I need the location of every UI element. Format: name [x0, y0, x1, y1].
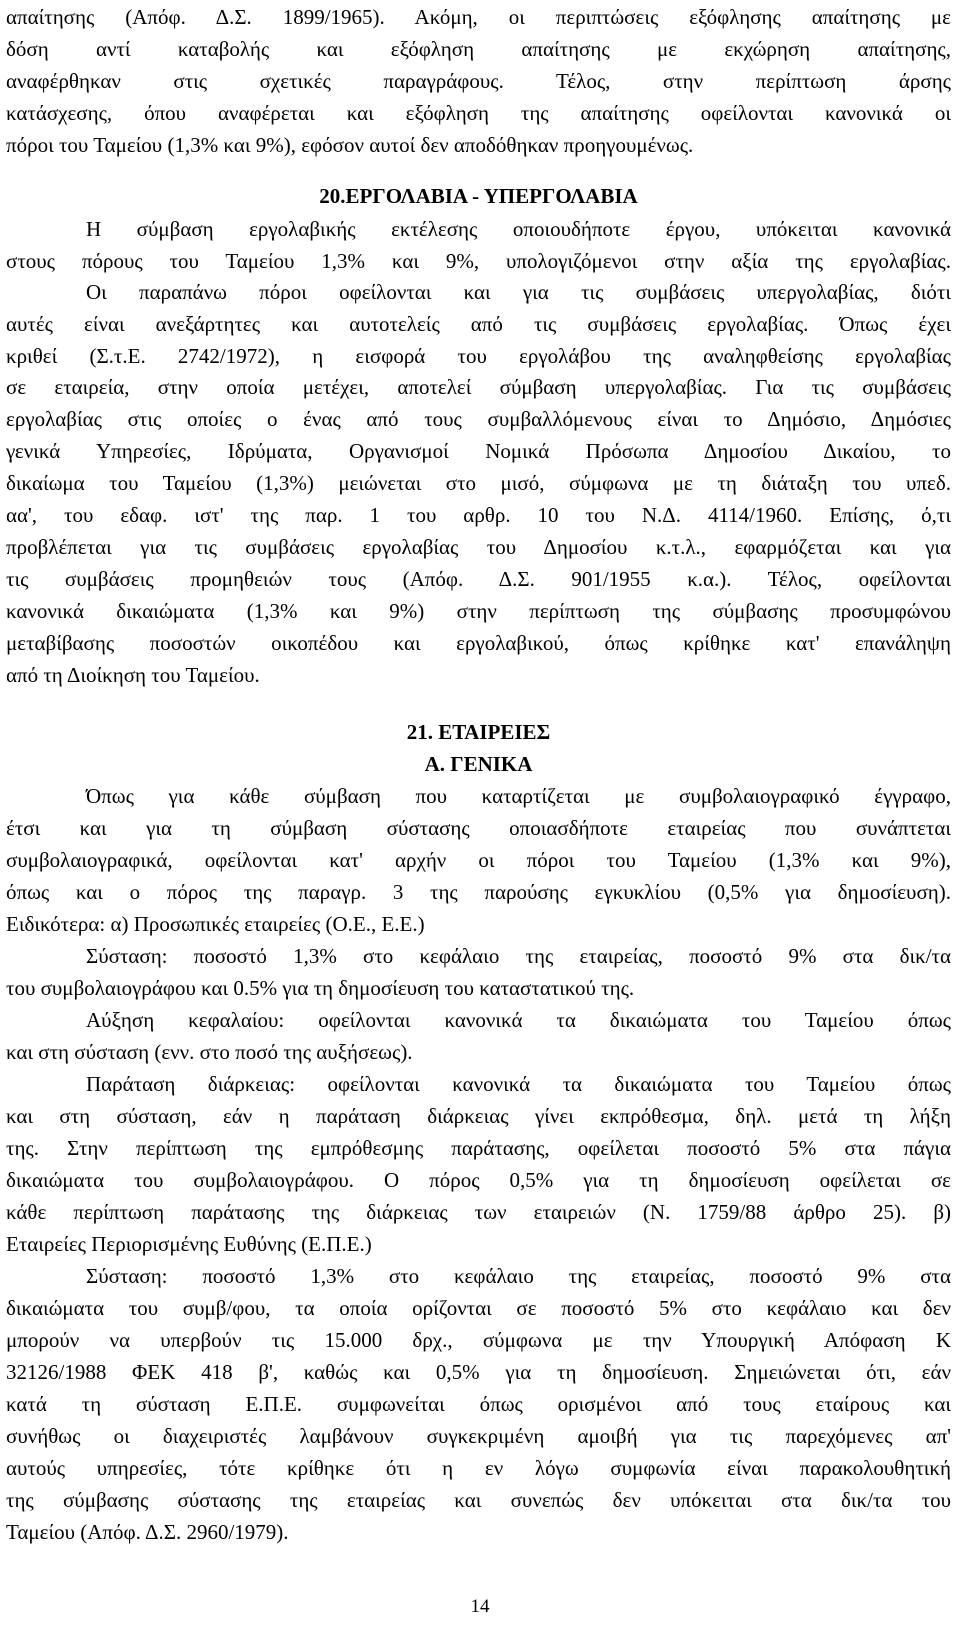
text-line: κατάσχεσης, όπου αναφέρεται και εξόφληση της απαίτησης οφείλονται κανονικά οι: [6, 101, 951, 125]
text-line: αυτές είναι ανεξάρτητες και αυτοτελείς από τις συμβάσεις εργολαβίας. Όπως έχει: [6, 312, 951, 336]
text-line: Σύσταση: ποσοστό 1,3% στο κεφάλαιο της εταιρείας, ποσοστό 9% στα: [86, 1264, 951, 1288]
text-line: μεταβίβασης ποσοστών οικοπέδου και εργολαβικού, όπως κρίθηκε κατ' επανάληψη: [6, 631, 951, 655]
text-line: απαίτησης (Απόφ. Δ.Σ. 1899/1965). Ακόμη, οι περιπτώσεις εξόφλησης απαίτησης με: [6, 5, 951, 29]
text-line: Ειδικότερα: α) Προσωπικές εταιρείες (Ο.Ε., Ε.Ε.): [6, 912, 425, 936]
text-line: αα', του εδαφ. ιστ' της παρ. 1 του αρθρ. 10 του Ν.Δ. 4114/1960. Επίσης, ό,τι: [6, 503, 951, 527]
text-line: έτσι και για τη σύμβαση σύστασης οποιασδήποτε εταιρείας που συνάπτεται: [6, 816, 951, 840]
text-line: Ταμείου (Απόφ. Δ.Σ. 2960/1979).: [6, 1520, 289, 1544]
text-line: της σύμβασης σύστασης της εταιρείας και συνεπώς δεν υπόκειται στα δικ/τα του: [6, 1488, 951, 1512]
text-line: δικαιώματα του συμβολαιογράφου. Ο πόρος 0,5% για τη δημοσίευση οφείλεται σε: [6, 1168, 951, 1192]
text-line: αυτούς υπηρεσίες, τότε κρίθηκε ότι η εν λόγω συμφωνία είναι παρακολουθητική: [6, 1456, 951, 1480]
text-line: Η σύμβαση εργολαβικής εκτέλεσης οποιουδήποτε έργου, υπόκειται κανονικά: [86, 217, 951, 241]
text-line: προβλέπεται για τις συμβάσεις εργολαβίας του Δημοσίου κ.τ.λ., εφαρμόζεται και για: [6, 535, 951, 559]
text-line: κατά τη σύσταση Ε.Π.Ε. συμφωνείται όπως ορισμένοι από τους εταίρους και: [6, 1392, 951, 1416]
text-line: Σύσταση: ποσοστό 1,3% στο κεφάλαιο της εταιρείας, ποσοστό 9% στα δικ/τα: [86, 944, 951, 968]
text-line: στους πόρους του Ταμείου 1,3% και 9%, υπολογιζόμενοι στην αξία της εργολαβίας.: [6, 249, 951, 273]
text-line: του συμβολαιογράφου και 0.5% για τη δημοσίευση του καταστατικού της.: [6, 976, 635, 1000]
text-line: Οι παραπάνω πόροι οφείλονται και για τις συμβάσεις υπεργολαβίας, διότι: [86, 280, 951, 304]
text-line: κανονικά δικαιώματα (1,3% και 9%) στην περίπτωση της σύμβασης προσυμφώνου: [6, 599, 951, 623]
text-line: συνήθως οι διαχειριστές λαμβάνουν συγκεκριμένη αμοιβή για τις παρεχόμενες απ': [6, 1424, 951, 1448]
text-line: τις συμβάσεις προμηθειών τους (Απόφ. Δ.Σ. 901/1955 κ.α.). Τέλος, οφείλονται: [6, 567, 951, 591]
text-line: 32126/1988 ΦΕΚ 418 β', καθώς και 0,5% για τη δημοσίευση. Σημειώνεται ότι, εάν: [6, 1360, 951, 1384]
text-line: δικαιώματα του συμβ/φου, τα οποία ορίζονται σε ποσοστό 5% στο κεφάλαιο και δεν: [6, 1296, 951, 1320]
section-heading: 20.ΕΡΓΟΛΑΒΙΑ - ΥΠΕΡΓΟΛΑΒΙΑ: [319, 184, 638, 208]
text-line: εργολαβίας στις οποίες ο ένας από τους συμβαλλόμενους είναι το Δημόσιο, Δημόσιες: [6, 407, 951, 431]
page-number: 14: [470, 1596, 490, 1617]
subsection-heading: Α. ΓΕΝΙΚΑ: [424, 752, 533, 776]
text-line: Αύξηση κεφαλαίου: οφείλονται κανονικά τα δικαιώματα του Ταμείου όπως: [86, 1008, 951, 1032]
text-line: από τη Διοίκηση του Ταμείου.: [6, 663, 260, 687]
text-line: κριθεί (Σ.τ.Ε. 2742/1972), η εισφορά του εργολάβου της αναληφθείσης εργολαβίας: [6, 344, 951, 368]
text-line: και στη σύσταση (ενν. στο ποσό της αυξήσεως).: [6, 1040, 413, 1064]
text-line: πόροι του Ταμείου (1,3% και 9%), εφόσον αυτοί δεν αποδόθηκαν προηγουμένως.: [6, 133, 694, 157]
text-line: όπως και ο πόρος της παραγρ. 3 της παρούσης εγκυκλίου (0,5% για δημοσίευση).: [6, 880, 951, 904]
text-line: Όπως για κάθε σύμβαση που καταρτίζεται με συμβολαιογραφικό έγγραφο,: [86, 784, 951, 808]
section-heading: 21. ΕΤΑΙΡΕΙΕΣ: [406, 720, 551, 744]
text-line: κάθε περίπτωση παράτασης της διάρκειας των εταιρειών (Ν. 1759/88 άρθρο 25). β): [6, 1200, 951, 1224]
text-line: Εταιρείες Περιορισμένης Ευθύνης (Ε.Π.Ε.): [6, 1232, 372, 1256]
text-line: γενικά Υπηρεσίες, Ιδρύματα, Οργανισμοί Νομικά Πρόσωπα Δημοσίου Δικαίου, το: [6, 439, 951, 463]
text-line: συμβολαιογραφικά, οφείλονται κατ' αρχήν οι πόροι του Ταμείου (1,3% και 9%),: [6, 848, 951, 872]
text-line: δόση αντί καταβολής και εξόφληση απαίτησης με εκχώρηση απαίτησης,: [6, 37, 951, 61]
text-line: και στη σύσταση, εάν η παράταση διάρκειας γίνει εκπρόθεσμα, δηλ. μετά τη λήξη: [6, 1104, 951, 1128]
text-line: Παράταση διάρκειας: οφείλονται κανονικά τα δικαιώματα του Ταμείου όπως: [86, 1072, 951, 1096]
text-line: της. Στην περίπτωση της εμπρόθεσμης παράτασης, οφείλεται ποσοστό 5% στα πάγια: [6, 1136, 951, 1160]
text-line: μπορούν να υπερβούν τις 15.000 δρχ., σύμφωνα με την Υπουργική Απόφαση Κ: [6, 1328, 951, 1352]
text-line: σε εταιρεία, στην οποία μετέχει, αποτελεί σύμβαση υπεργολαβίας. Για τις συμβάσεις: [6, 375, 951, 399]
text-line: δικαίωμα του Ταμείου (1,3%) μειώνεται στο μισό, σύμφωνα με τη διάταξη του υπεδ.: [6, 471, 951, 495]
text-line: αναφέρθηκαν στις σχετικές παραγράφους. Τέλος, στην περίπτωση άρσης: [6, 69, 951, 93]
